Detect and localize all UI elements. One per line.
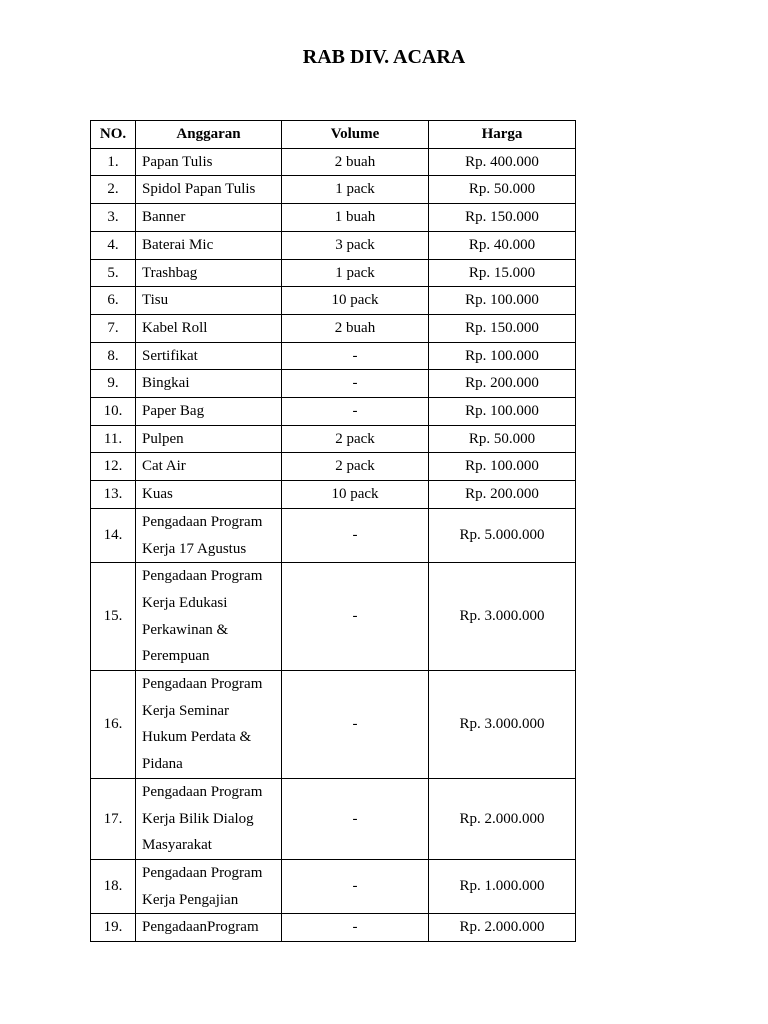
row-item: Sertifikat	[136, 342, 282, 370]
row-price: Rp. 2.000.000	[429, 914, 576, 942]
row-number: 19.	[91, 914, 136, 942]
row-price: Rp. 3.000.000	[429, 563, 576, 671]
row-volume: 1 buah	[282, 204, 429, 232]
row-price: Rp. 150.000	[429, 314, 576, 342]
row-number: 13.	[91, 481, 136, 509]
row-volume: -	[282, 508, 429, 562]
row-number: 6.	[91, 287, 136, 315]
row-item: Banner	[136, 204, 282, 232]
row-item: Baterai Mic	[136, 231, 282, 259]
row-number: 3.	[91, 204, 136, 232]
header-price: Harga	[429, 121, 576, 149]
row-item: Spidol Papan Tulis	[136, 176, 282, 204]
row-volume: 3 pack	[282, 231, 429, 259]
table-row	[91, 563, 576, 671]
row-volume: 10 pack	[282, 287, 429, 315]
row-item: Pengadaan Program Kerja 17 Agustus	[136, 508, 282, 562]
table-row	[91, 314, 576, 342]
table-row	[91, 148, 576, 176]
row-number: 15.	[91, 563, 136, 671]
header-volume: Volume	[282, 121, 429, 149]
row-number: 9.	[91, 370, 136, 398]
row-volume: 2 pack	[282, 425, 429, 453]
row-price: Rp. 100.000	[429, 398, 576, 426]
row-item: Pengadaan Program Kerja Edukasi Perkawinan & Perempuan	[136, 563, 282, 671]
row-price: Rp. 15.000	[429, 259, 576, 287]
table-row	[91, 425, 576, 453]
row-item: Paper Bag	[136, 398, 282, 426]
row-number: 5.	[91, 259, 136, 287]
table-row	[91, 859, 576, 913]
table-row	[91, 398, 576, 426]
row-item: Cat Air	[136, 453, 282, 481]
row-item: PengadaanProgram	[136, 914, 282, 942]
row-volume: -	[282, 398, 429, 426]
table-row	[91, 287, 576, 315]
table-row	[91, 508, 576, 562]
table-row	[91, 778, 576, 859]
row-volume: 1 pack	[282, 259, 429, 287]
row-price: Rp. 2.000.000	[429, 778, 576, 859]
row-volume: -	[282, 563, 429, 671]
table-row	[91, 453, 576, 481]
row-volume: -	[282, 370, 429, 398]
row-price: Rp. 150.000	[429, 204, 576, 232]
table-row	[91, 259, 576, 287]
row-volume: 1 pack	[282, 176, 429, 204]
row-volume: -	[282, 778, 429, 859]
row-volume: 2 buah	[282, 148, 429, 176]
table-header-row	[91, 121, 576, 149]
row-price: Rp. 40.000	[429, 231, 576, 259]
table-row	[91, 231, 576, 259]
row-price: Rp. 400.000	[429, 148, 576, 176]
row-item: Kuas	[136, 481, 282, 509]
table-row	[91, 370, 576, 398]
row-number: 16.	[91, 671, 136, 779]
row-item: Kabel Roll	[136, 314, 282, 342]
row-number: 17.	[91, 778, 136, 859]
row-price: Rp. 100.000	[429, 342, 576, 370]
row-item: Pulpen	[136, 425, 282, 453]
row-volume: -	[282, 342, 429, 370]
table-row	[91, 342, 576, 370]
table-row	[91, 204, 576, 232]
row-volume: 10 pack	[282, 481, 429, 509]
row-price: Rp. 1.000.000	[429, 859, 576, 913]
row-item: Pengadaan Program Kerja Bilik Dialog Masyarakat	[136, 778, 282, 859]
row-number: 1.	[91, 148, 136, 176]
row-price: Rp. 5.000.000	[429, 508, 576, 562]
row-number: 11.	[91, 425, 136, 453]
budget-table	[90, 120, 576, 942]
row-volume: 2 pack	[282, 453, 429, 481]
row-price: Rp. 200.000	[429, 481, 576, 509]
row-price: Rp. 100.000	[429, 287, 576, 315]
header-item: Anggaran	[136, 121, 282, 149]
table-row	[91, 914, 576, 942]
row-item: Bingkai	[136, 370, 282, 398]
row-item: Papan Tulis	[136, 148, 282, 176]
row-number: 2.	[91, 176, 136, 204]
table-row	[91, 176, 576, 204]
row-price: Rp. 50.000	[429, 176, 576, 204]
row-number: 10.	[91, 398, 136, 426]
row-price: Rp. 200.000	[429, 370, 576, 398]
table-row	[91, 671, 576, 779]
row-price: Rp. 100.000	[429, 453, 576, 481]
row-price: Rp. 3.000.000	[429, 671, 576, 779]
document-title: RAB DIV. ACARA	[302, 46, 466, 68]
row-number: 18.	[91, 859, 136, 913]
row-number: 14.	[91, 508, 136, 562]
header-no: NO.	[91, 121, 136, 149]
row-price: Rp. 50.000	[429, 425, 576, 453]
row-number: 8.	[91, 342, 136, 370]
row-number: 12.	[91, 453, 136, 481]
row-number: 7.	[91, 314, 136, 342]
row-volume: 2 buah	[282, 314, 429, 342]
row-item: Pengadaan Program Kerja Pengajian	[136, 859, 282, 913]
row-item: Pengadaan Program Kerja Seminar Hukum Perdata & Pidana	[136, 671, 282, 779]
row-number: 4.	[91, 231, 136, 259]
row-volume: -	[282, 914, 429, 942]
table-row	[91, 481, 576, 509]
row-volume: -	[282, 859, 429, 913]
row-item: Tisu	[136, 287, 282, 315]
row-volume: -	[282, 671, 429, 779]
row-item: Trashbag	[136, 259, 282, 287]
